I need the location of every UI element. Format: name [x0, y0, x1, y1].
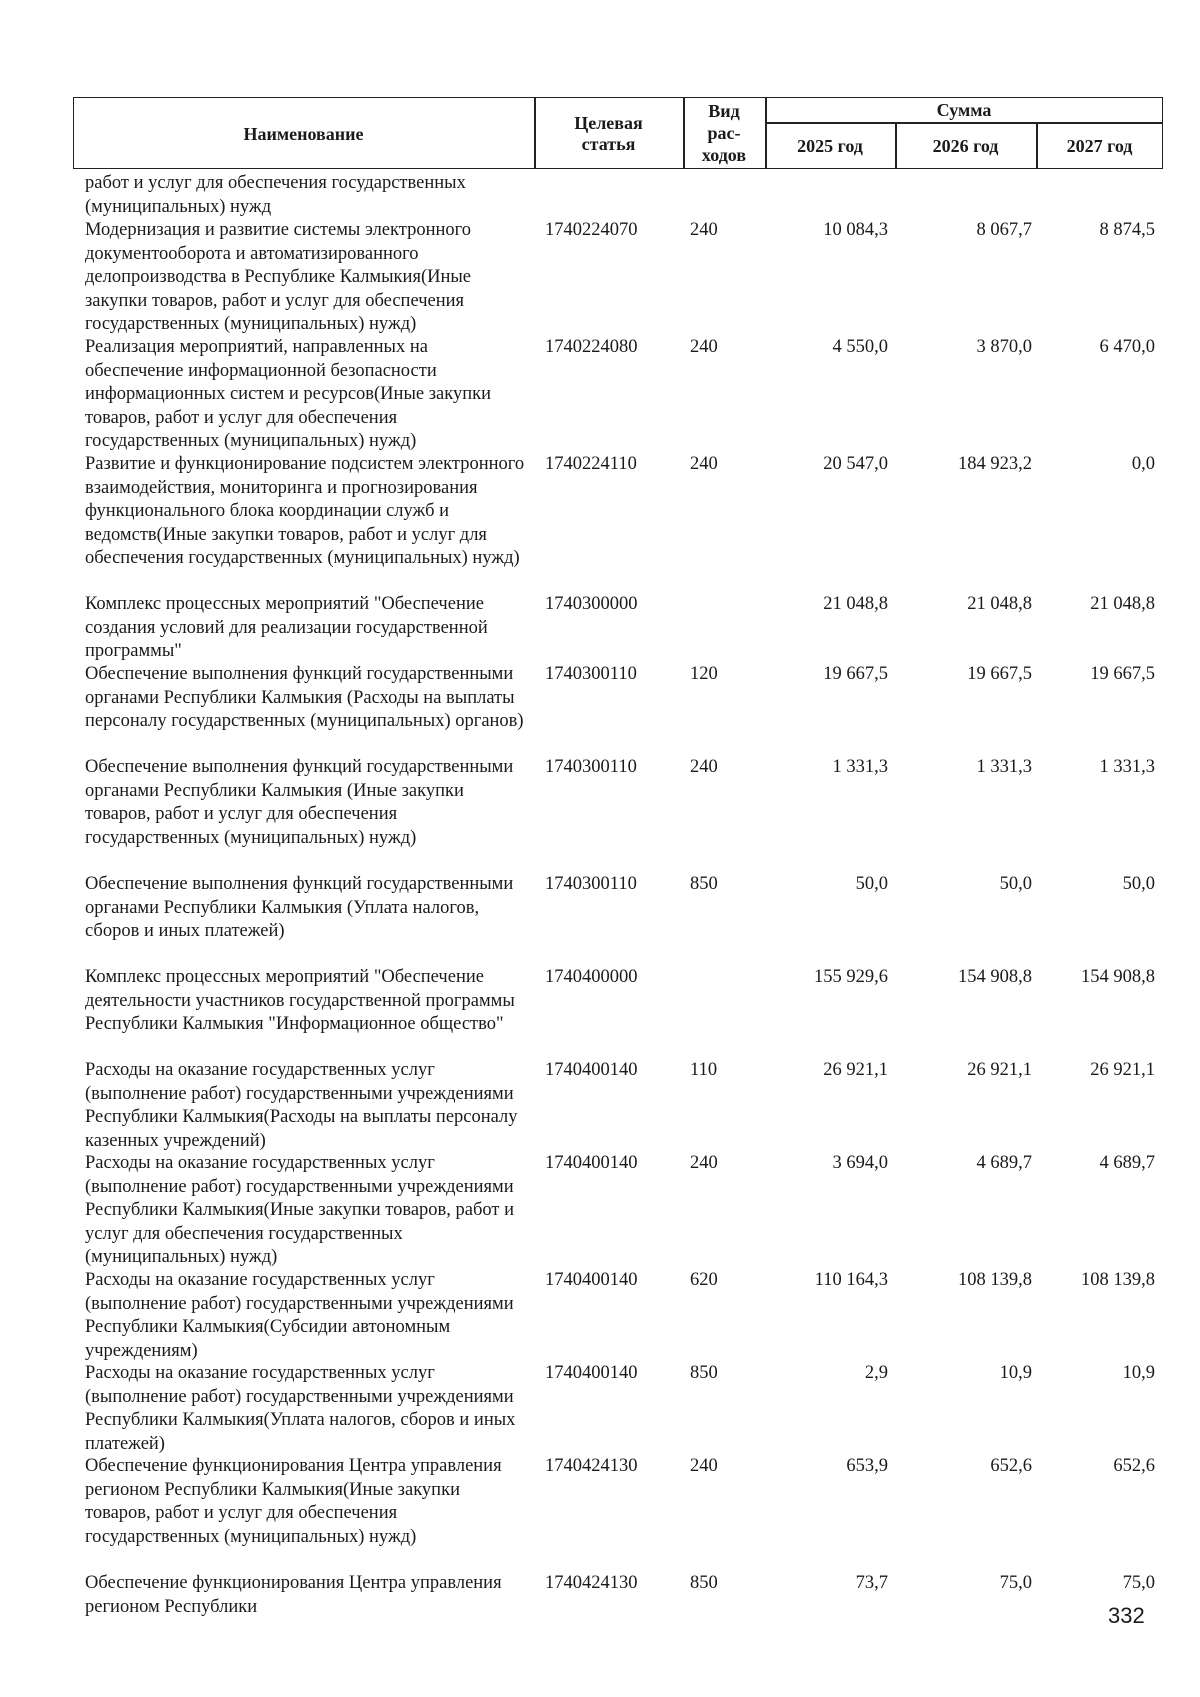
row-name: работ и услуг для обеспечения государственных (муниципальных) нужд [85, 173, 466, 217]
row-code: 1740424130 [545, 1573, 638, 1593]
row-value-2027: 652,6 [1113, 1456, 1155, 1476]
header-vid-line: Вид [708, 101, 740, 121]
row-code: 1740400140 [545, 1153, 638, 1173]
row-value-2025: 50,0 [855, 874, 888, 894]
row-code: 1740424130 [545, 1456, 638, 1476]
row-vid: 240 [690, 220, 718, 240]
row-value-2027: 21 048,8 [1090, 594, 1155, 614]
row-code: 1740300000 [545, 594, 638, 614]
header-code-line: статья [581, 134, 636, 154]
row-value-2026: 154 908,8 [958, 967, 1032, 987]
row-vid: 120 [690, 664, 718, 684]
row-value-2026: 21 048,8 [967, 594, 1032, 614]
row-name: Реализация мероприятий, направленных на обеспечение информационной безопасности информационных систем и ресурсов(Иные закупки товаров, работ и услуг для обеспечения государственных (муниципальных) нужд) [85, 337, 491, 451]
row-value-2027: 19 667,5 [1090, 664, 1155, 684]
row-value-2025: 3 694,0 [832, 1153, 888, 1173]
row-name: Обеспечение выполнения функций государственными органами Республики Калмыкия (Уплата налогов, сборов и иных платежей) [85, 874, 514, 941]
row-value-2026: 4 689,7 [976, 1153, 1032, 1173]
row-value-2027: 154 908,8 [1081, 967, 1155, 987]
row-code: 1740400140 [545, 1270, 638, 1290]
row-value-2025: 1 331,3 [832, 757, 888, 777]
row-value-2025: 2,9 [864, 1363, 888, 1383]
row-name: Расходы на оказание государственных услуг (выполнение работ) государственными учреждениями Республики Калмыкия(Расходы на выплаты персоналу казенных учреждений) [85, 1060, 518, 1151]
row-code: 1740400140 [545, 1363, 638, 1383]
header-year-2025: 2025 год [797, 136, 863, 156]
row-name: Обеспечение выполнения функций государственными органами Республики Калмыкия (Иные закупки товаров, работ и услуг для обеспечения государственных (муниципальных) нужд) [85, 757, 514, 848]
row-value-2025: 155 929,6 [814, 967, 888, 987]
row-value-2027: 0,0 [1131, 454, 1155, 474]
header-name: Наименование [243, 124, 364, 144]
row-value-2026: 75,0 [999, 1573, 1032, 1593]
row-vid: 620 [690, 1270, 718, 1290]
page-number: 332 [1108, 1603, 1145, 1628]
header-sum: Сумма [936, 100, 992, 120]
row-value-2025: 20 547,0 [823, 454, 888, 474]
row-value-2027: 108 139,8 [1081, 1270, 1155, 1290]
row-name: Развитие и функционирование подсистем электронного взаимодействия, мониторинга и прогнозирования функционального блока координации служб и ведомств(Иные закупки товаров, работ и услуг для обеспечения государственных (муниципальных) нужд) [85, 454, 525, 568]
row-value-2026: 3 870,0 [976, 337, 1032, 357]
header-code-line: Целевая [574, 113, 643, 133]
row-name: Комплекс процессных мероприятий "Обеспечение деятельности участников государственной программы Республики Калмыкия "Информационное общество" [85, 967, 515, 1034]
row-value-2027: 8 874,5 [1099, 220, 1155, 240]
row-value-2025: 19 667,5 [823, 664, 888, 684]
row-code: 1740224070 [545, 220, 638, 240]
header-year-2027: 2027 год [1066, 136, 1133, 156]
row-code: 1740300110 [545, 874, 637, 894]
row-value-2025: 26 921,1 [823, 1060, 888, 1080]
row-value-2026: 50,0 [999, 874, 1032, 894]
row-value-2027: 6 470,0 [1099, 337, 1155, 357]
row-value-2026: 184 923,2 [958, 454, 1032, 474]
row-value-2025: 110 164,3 [814, 1270, 888, 1290]
row-name: Обеспечение функционирования Центра управления регионом Республики [85, 1573, 502, 1617]
row-vid: 850 [690, 1573, 718, 1593]
row-value-2026: 10,9 [999, 1363, 1032, 1383]
row-code: 1740400000 [545, 967, 638, 987]
row-vid: 240 [690, 1456, 718, 1476]
row-vid: 850 [690, 1363, 718, 1383]
row-value-2025: 10 084,3 [823, 220, 888, 240]
header-divider [765, 122, 1163, 124]
row-vid: 850 [690, 874, 718, 894]
row-value-2027: 26 921,1 [1090, 1060, 1155, 1080]
row-code: 1740224110 [545, 454, 637, 474]
row-value-2026: 8 067,7 [976, 220, 1032, 240]
header-vid [683, 100, 765, 166]
row-value-2027: 50,0 [1122, 874, 1155, 894]
row-value-2025: 4 550,0 [832, 337, 888, 357]
header-code [534, 113, 683, 155]
row-value-2026: 1 331,3 [976, 757, 1032, 777]
row-name: Обеспечение функционирования Центра управления регионом Республики Калмыкия(Иные закупки товаров, работ и услуг для обеспечения государственных (муниципальных) нужд) [85, 1456, 502, 1547]
row-value-2026: 652,6 [990, 1456, 1032, 1476]
row-value-2026: 26 921,1 [967, 1060, 1032, 1080]
row-name: Расходы на оказание государственных услуг (выполнение работ) государственными учреждениями Республики Калмыкия(Уплата налогов, сборов и иных платежей) [85, 1363, 516, 1454]
row-code: 1740300110 [545, 757, 637, 777]
row-name: Комплекс процессных мероприятий "Обеспечение создания условий для реализации государственной программы" [85, 594, 488, 661]
header-vid-line: ходов [701, 145, 747, 165]
row-value-2025: 653,9 [846, 1456, 888, 1476]
row-value-2026: 19 667,5 [967, 664, 1032, 684]
row-value-2027: 75,0 [1122, 1573, 1155, 1593]
row-code: 1740400140 [545, 1060, 638, 1080]
row-value-2027: 1 331,3 [1099, 757, 1155, 777]
row-code: 1740224080 [545, 337, 638, 357]
row-value-2027: 4 689,7 [1099, 1153, 1155, 1173]
header-year-2026: 2026 год [932, 136, 999, 156]
row-vid: 240 [690, 757, 718, 777]
row-code: 1740300110 [545, 664, 637, 684]
row-name: Обеспечение выполнения функций государственными органами Республики Калмыкия (Расходы на выплаты персоналу государственных (муниципальных) органов) [85, 664, 524, 731]
row-vid: 240 [690, 337, 718, 357]
row-value-2025: 73,7 [855, 1573, 888, 1593]
row-value-2026: 108 139,8 [958, 1270, 1032, 1290]
row-name: Расходы на оказание государственных услуг (выполнение работ) государственными учреждениями Республики Калмыкия(Субсидии автономным учреждениям) [85, 1270, 514, 1361]
row-value-2027: 10,9 [1122, 1363, 1155, 1383]
row-vid: 240 [690, 1153, 718, 1173]
header-vid-line: рас- [707, 123, 741, 143]
row-value-2025: 21 048,8 [823, 594, 888, 614]
row-vid: 240 [690, 454, 718, 474]
row-name: Расходы на оказание государственных услуг (выполнение работ) государственными учреждениями Республики Калмыкия(Иные закупки товаров, работ и услуг для обеспечения государственных (муниципальных) нужд) [85, 1153, 515, 1267]
row-name: Модернизация и развитие системы электронного документооборота и автоматизированного делопроизводства в Республике Калмыкия(Иные закупки товаров, работ и услуг для обеспечения государственных (муниципальных) нужд) [85, 220, 472, 334]
row-vid: 110 [690, 1060, 718, 1080]
